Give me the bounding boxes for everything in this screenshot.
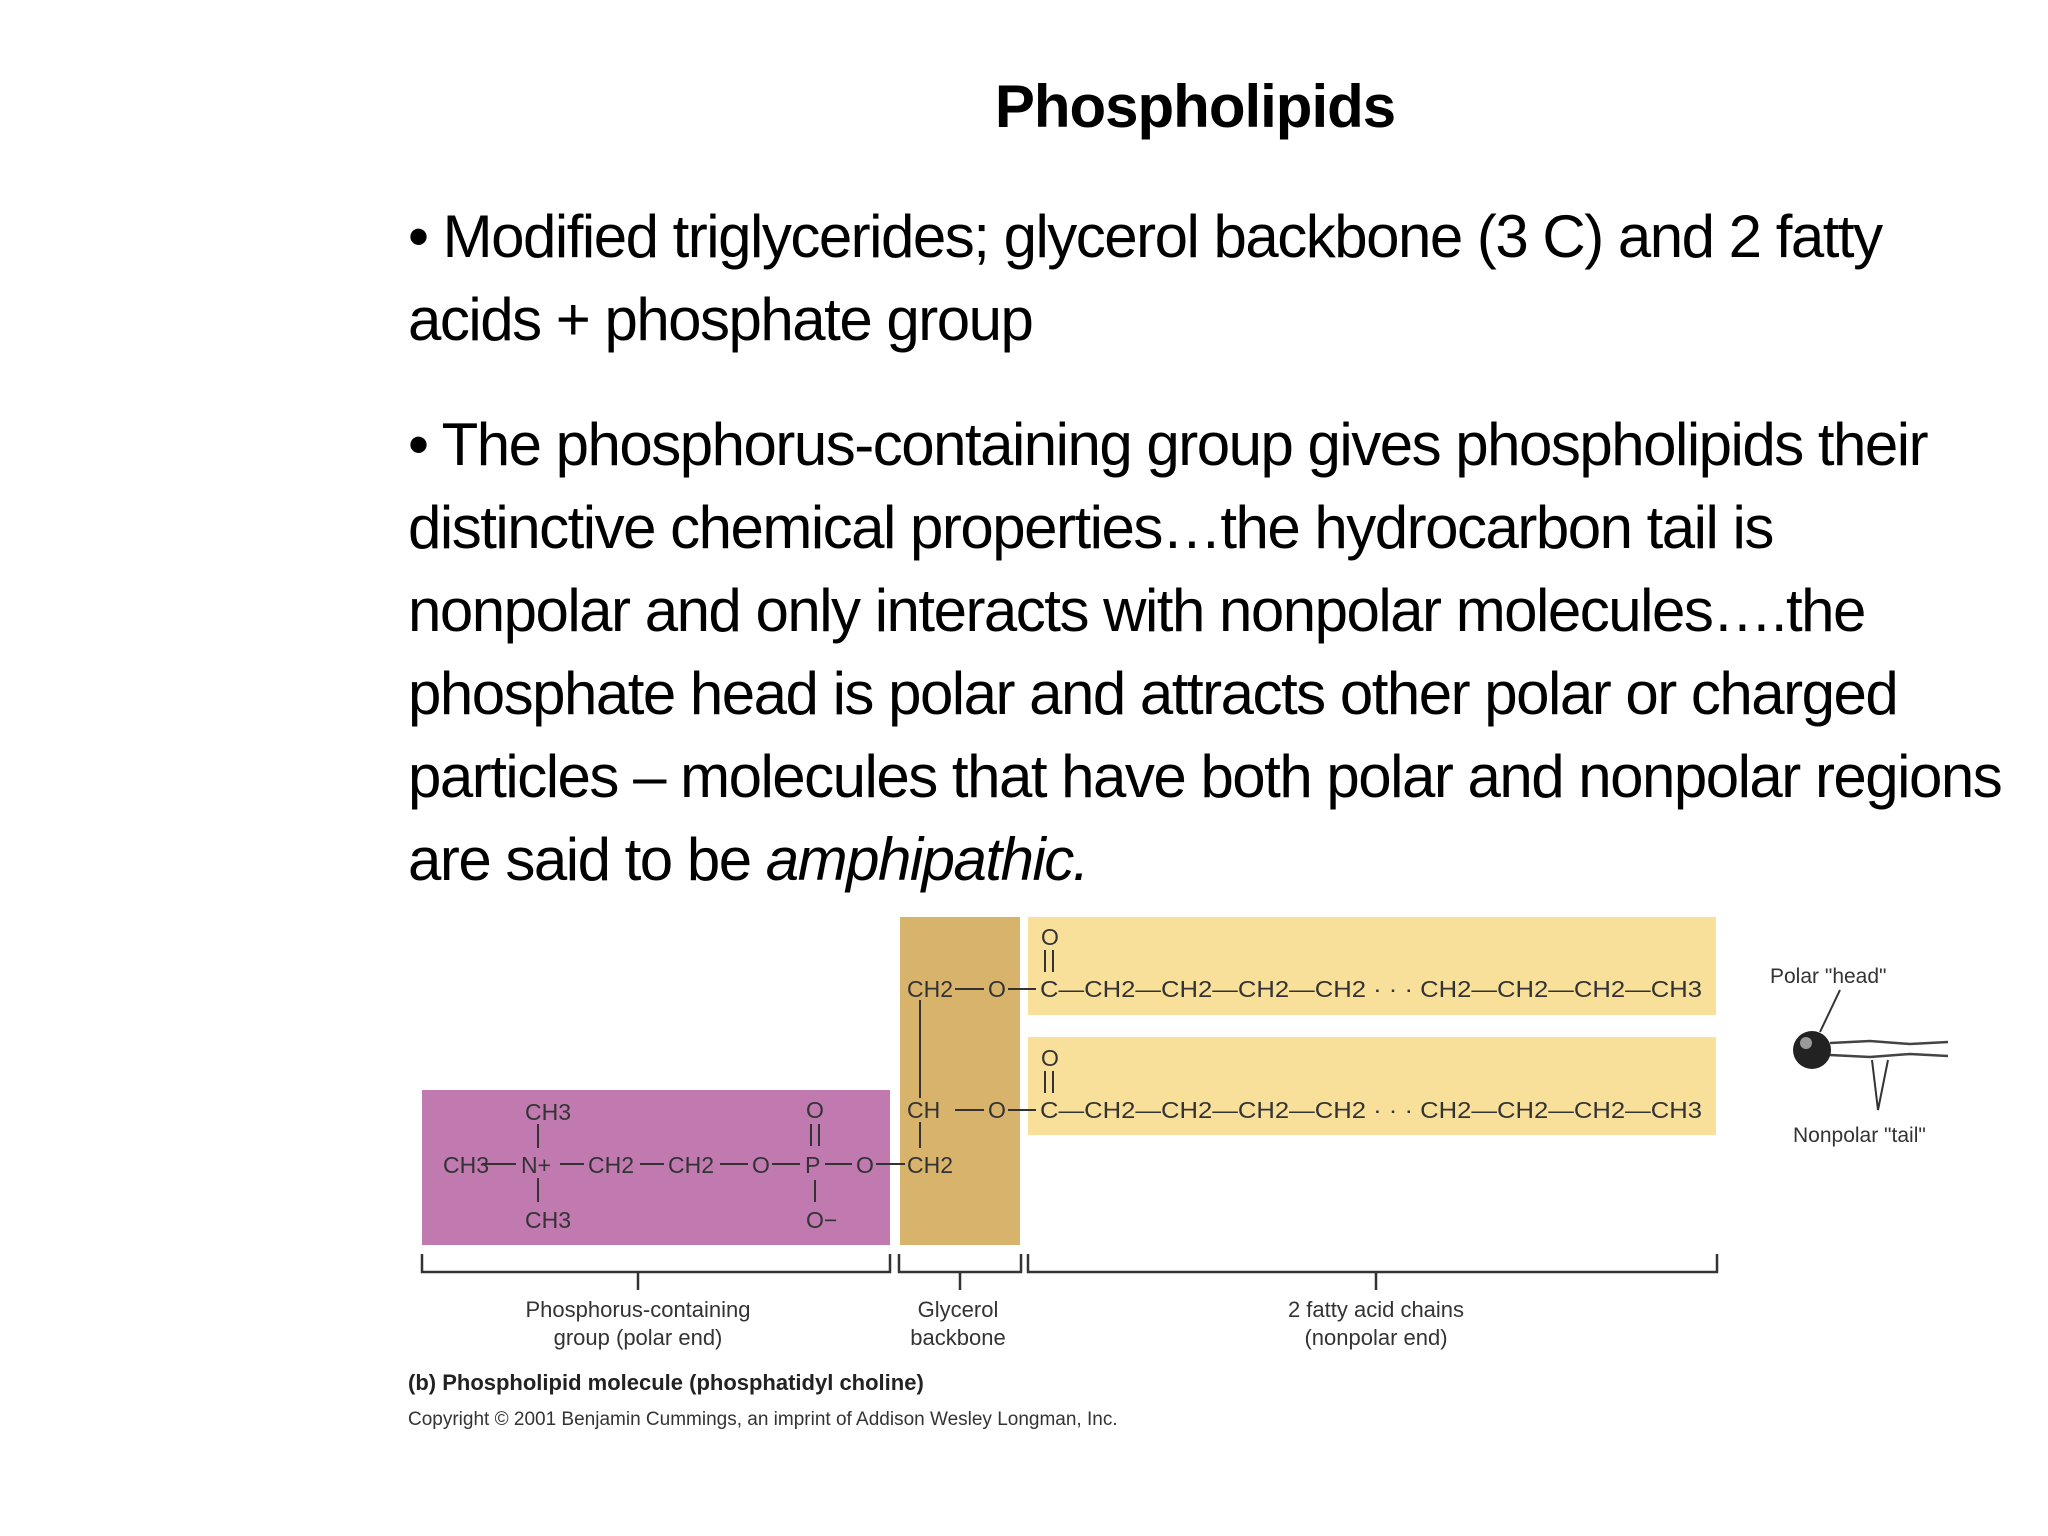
nonpolar-tail-label: Nonpolar "tail" [1793, 1124, 1926, 1147]
amphipathic-term: amphipathic. [765, 826, 1088, 893]
atom-ch2-b: CH2 [668, 1152, 715, 1178]
atom-ch3-left: CH3 [443, 1152, 490, 1178]
atom-ch3-bottom: CH3 [525, 1207, 572, 1233]
bracket-fatty-acids [1028, 1254, 1717, 1290]
fatty-acid-chain-1: C—CH2—CH2—CH2—CH2 · · · CH2—CH2—CH2—CH3 [1040, 976, 1702, 1002]
fatty-acid-chain-2: C—CH2—CH2—CH2—CH2 · · · CH2—CH2—CH2—CH3 [1040, 1097, 1702, 1123]
atom-glycerol-o-top: O [988, 976, 1006, 1002]
label-phosphorus-line2: group (polar end) [553, 1325, 723, 1350]
carbonyl-o-1: O [1041, 924, 1059, 950]
label-phosphorus-line1: Phosphorus-containing [525, 1297, 751, 1322]
atom-o-minus: O− [806, 1207, 838, 1233]
polar-head-label: Polar "head" [1770, 965, 1887, 988]
page-title: Phospholipids [994, 73, 1396, 140]
label-fatty-line2: (nonpolar end) [1304, 1325, 1448, 1350]
bullet-body: • The phosphorus-containing group gives phospholipids their distinctive chemical properties…the hydrocarbon tail is nonpolar and only interacts with nonpolar molecules….the phosphate head is polar and attracts other polar or charged particles – molecules that have both polar and nonpolar regions are said to be [408, 411, 2002, 893]
atom-n-plus: N+ [521, 1152, 552, 1178]
atom-o-a: O [752, 1152, 770, 1178]
bracket-phosphorus [422, 1254, 890, 1290]
atom-ch2-a: CH2 [588, 1152, 635, 1178]
atom-o-b: O [856, 1152, 874, 1178]
atom-o-double: O [806, 1097, 824, 1123]
label-glycerol-line2: backbone [910, 1325, 1006, 1350]
glycerol-backbone-box [900, 917, 1020, 1245]
label-fatty-line1: 2 fatty acid chains [1287, 1297, 1465, 1322]
carbonyl-o-2: O [1041, 1045, 1059, 1071]
atom-glycerol-o-mid: O [988, 1097, 1006, 1123]
phospholipid-symbol-icon [1770, 965, 1948, 1147]
atom-glycerol-ch: CH [907, 1097, 941, 1123]
atom-ch3-top: CH3 [525, 1099, 572, 1125]
atom-glycerol-ch2-top: CH2 [907, 976, 954, 1002]
polar-head-ball [1793, 1031, 1831, 1069]
figure-caption: (b) Phospholipid molecule (phosphatidyl choline) [408, 1370, 924, 1395]
atom-p: P [805, 1152, 821, 1178]
label-glycerol-line1: Glycerol [917, 1297, 999, 1322]
bullet-modified-triglycerides: • Modified triglycerides; glycerol backbone (3 C) and 2 fatty acids + phosphate group [408, 203, 1882, 353]
atom-glycerol-ch2-bottom: CH2 [907, 1152, 954, 1178]
figure-copyright: Copyright © 2001 Benjamin Cummings, an imprint of Addison Wesley Longman, Inc. [408, 1409, 1118, 1430]
bracket-glycerol [899, 1254, 1021, 1290]
